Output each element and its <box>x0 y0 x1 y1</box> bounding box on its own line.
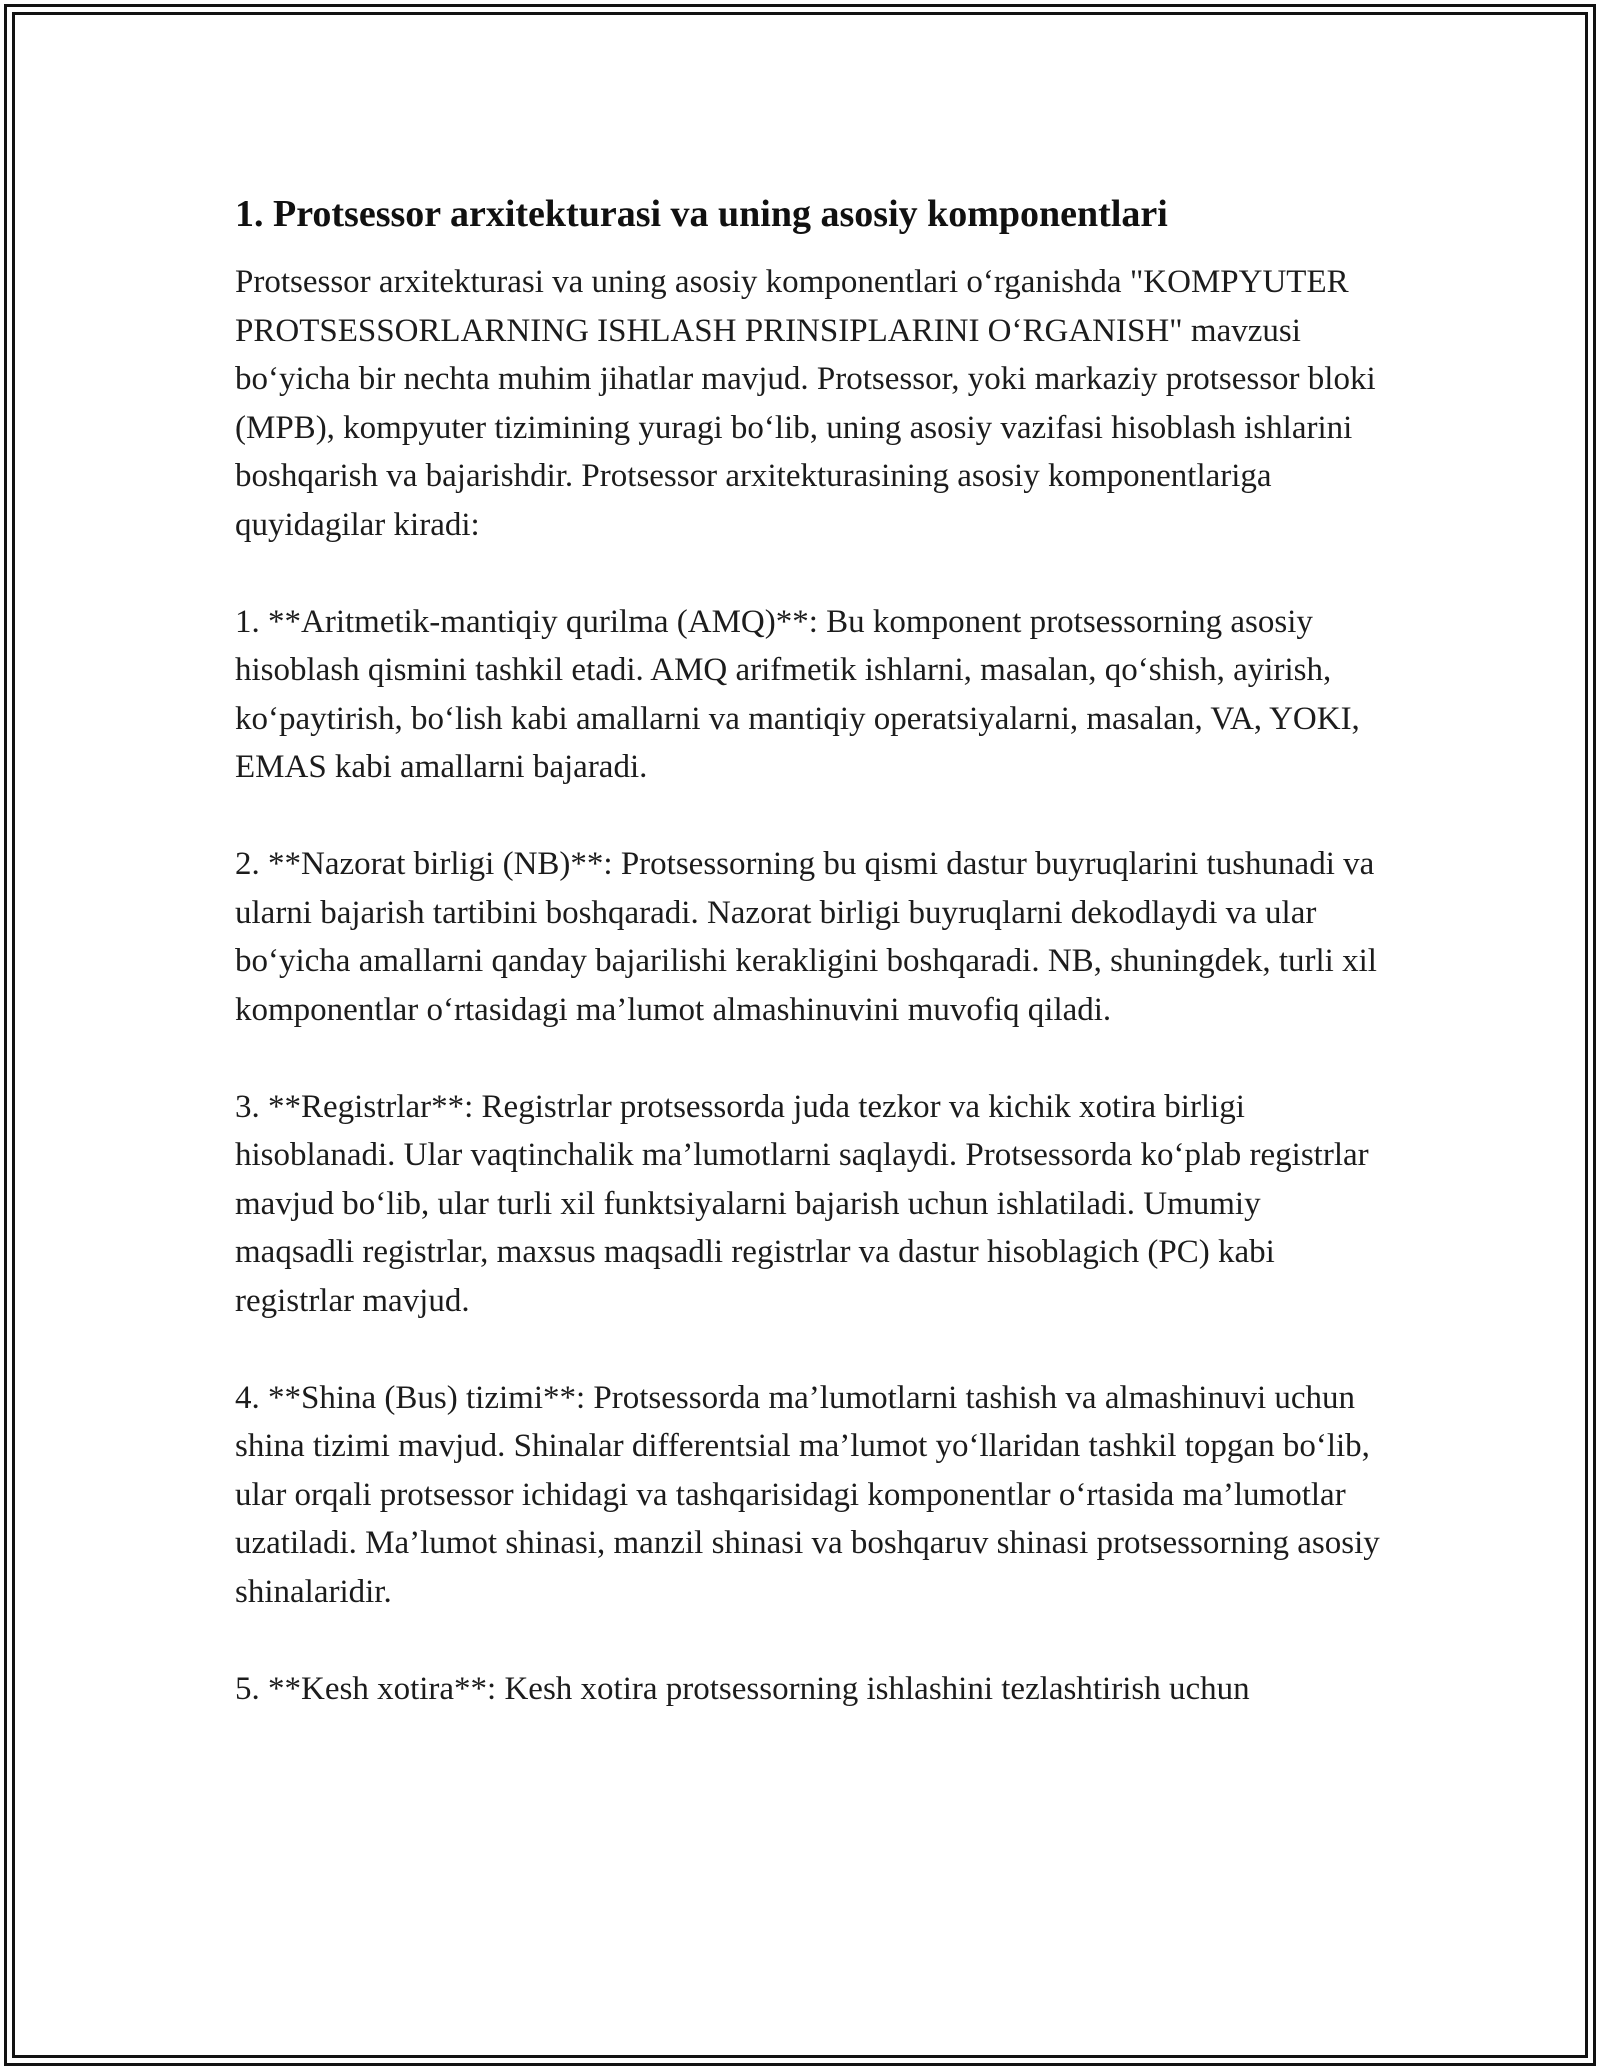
list-item-shina: 4. **Shina (Bus) tizimi**: Protsessorda ma’lumotlarni tashish va almashinuvi uchun shina tizimi mavjud. Shinalar differentsial ma’lumot yo‘llaridan tashkil topgan bo‘lib, ular orqali protsessor ichidagi va tashqarisidagi komponentlar o‘rtasida ma’lumotlar uzatiladi. Ma’lumot shinasi, manzil shinasi va boshqaruv shinasi protsessorning asosiy shinalaridir. <box>235 1379 1380 1610</box>
list-item-nb: 2. **Nazorat birligi (NB)**: Protsessorning bu qismi dastur buyruqlarini tushunadi va ularni bajarish tartibini boshqaradi. Nazorat birligi buyruqlarni dekodlaydi va ular bo‘yicha amallarni qanday bajarilishi kerakligini boshqaradi. NB, shuningdek, turli xil komponentlar o‘rtasidagi ma’lumot almashinuvini muvofiq qiladi. <box>235 846 1377 1028</box>
section-heading: 1. Protsessor arxitekturasi va uning asosiy komponentlari <box>235 193 1168 235</box>
list-item-registrlar: 3. **Registrlar**: Registrlar protsessorda juda tezkor va kichik xotira birligi hisoblanadi. Ular vaqtinchalik ma’lumotlarni saqlaydi. Protsessorda ko‘plab registrlar mavjud bo‘lib, ular turli xil funktsiyalarni bajarish uchun ishlatiladi. Umumiy maqsadli registrlar, maxsus maqsadli registrlar va dastur hisoblagich (PC) kabi registrlar mavjud. <box>235 1088 1369 1319</box>
document-body <box>235 188 1385 1713</box>
intro-paragraph: Protsessor arxitekturasi va uning asosiy komponentlari o‘rganishda "KOMPYUTER PROTSESSORLARNING ISHLASH PRINSIPLARINI O‘RGANISH" mavzusi bo‘yicha bir nechta muhim jihatlar mavjud. Protsessor, yoki markaziy protsessor bloki (MPB), kompyuter tizimining yuragi bo‘lib, uning asosiy vazifasi hisoblash ishlarini boshqarish va bajarishdir. Protsessor arxitekturasining asosiy komponentlariga quyidagilar kiradi: <box>235 264 1376 543</box>
list-item-kesh: 5. **Kesh xotira**: Kesh xotira protsessorning ishlashini tezlashtirish uchun <box>235 1670 1250 1707</box>
list-item-amq: 1. **Aritmetik-mantiqiy qurilma (AMQ)**: Bu komponent protsessorning asosiy hisoblash qismini tashkil etadi. AMQ arifmetik ishlarni, masalan, qo‘shish, ayirish, ko‘paytirish, bo‘lish kabi amallarni va mantiqiy operatsiyalarni, masalan, VA, YOKI, EMAS kabi amallarni bajaradi. <box>235 603 1360 785</box>
